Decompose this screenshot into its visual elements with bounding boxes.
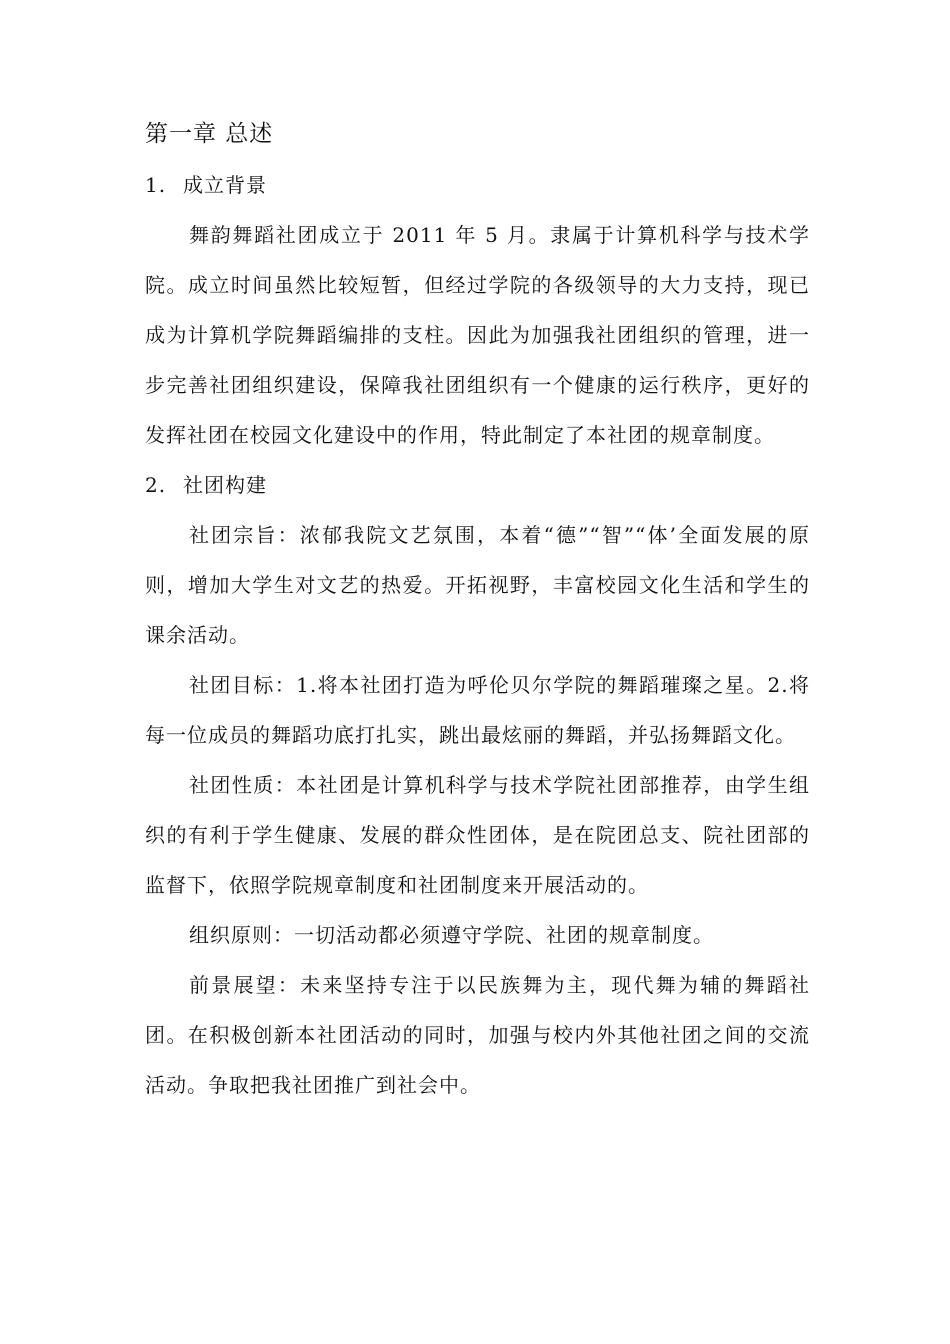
section-number: 1.: [145, 173, 167, 197]
paragraph-outlook: 前景展望：未来坚持专注于以民族舞为主，现代舞为辅的舞蹈社团。在积极创新本社团活动的同时，加强与校内外其他社团之间的交流活动。争取把我社团推广到社会中。: [145, 973, 810, 1097]
paragraph-nature: 社团性质：本社团是计算机科学与技术学院社团部推荐，由学生组织的有利于学生健康、发展的群众性团体，是在院团总支、院社团部的监督下，依照学院规章制度和社团制度来开展活动的。: [145, 773, 810, 897]
chapter-title: 第一章 总述: [145, 121, 274, 147]
section-title: 社团构建: [183, 473, 267, 497]
paragraph-principle: 组织原则：一切活动都必须遵守学院、社团的规章制度。: [189, 923, 714, 947]
document-body: [145, 112, 810, 1110]
section-title: 成立背景: [183, 173, 267, 197]
section-heading-background: [145, 160, 810, 210]
paragraph-background: 舞韵舞蹈社团成立于 2011 年 5 月。隶属于计算机科学与技术学院。成立时间虽然比较短暂，但经过学院的各级领导的大力支持，现已成为计算机学院舞蹈编排的支柱。因此为加强我社团组织的管理，进一步完善社团组织建设，保障我社团组织有一个健康的运行秩序，更好的发挥社团在校园文化建设中的作用，特此制定了本社团的规章制度。: [145, 223, 810, 447]
section-heading-structure: [145, 460, 810, 510]
paragraph-purpose: 社团宗旨：浓郁我院文艺氛围，本着“德”“智”“体’全面发展的原则，增加大学生对文艺的热爱。开拓视野，丰富校园文化生活和学生的课余活动。: [145, 523, 810, 647]
section-number: 2.: [145, 473, 167, 497]
paragraph-goals: 社团目标：1.将本社团打造为呼伦贝尔学院的舞蹈璀璨之星。2.将每一位成员的舞蹈功底打扎实，跳出最炫丽的舞蹈，并弘扬舞蹈文化。: [145, 673, 810, 747]
